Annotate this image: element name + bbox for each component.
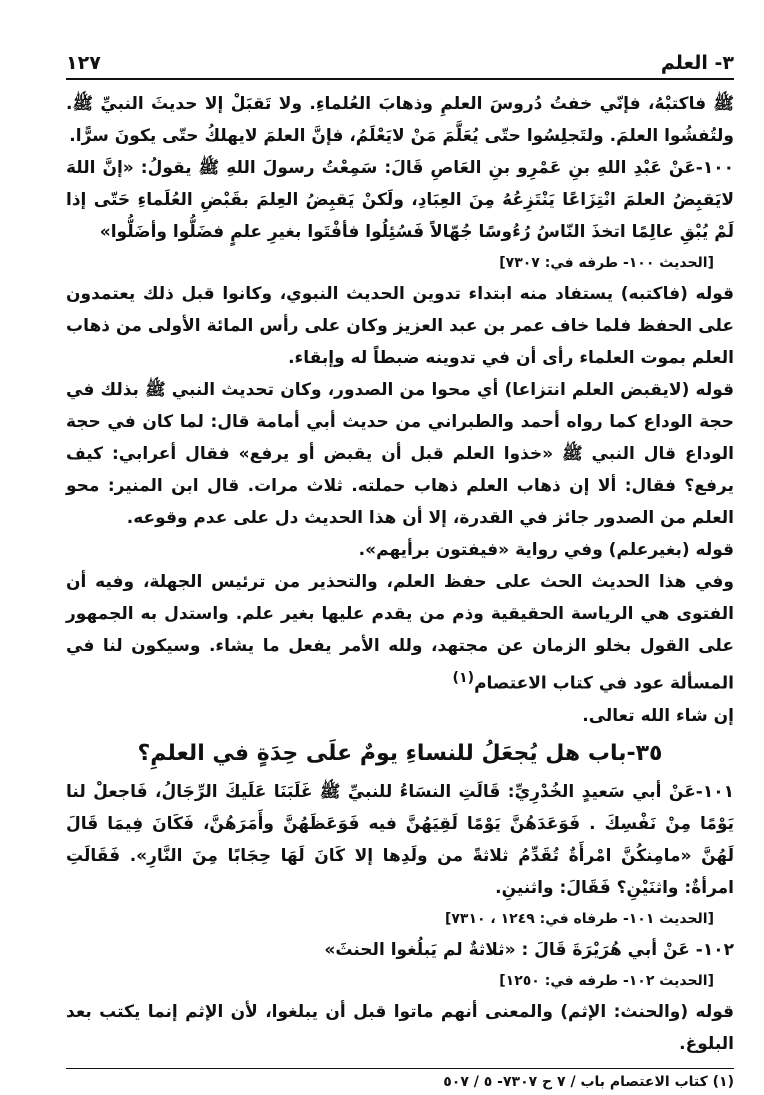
commentary-keyword: قوله: [695, 540, 734, 560]
commentary-text: (لايقبض العلم انتزاعا) أي محوا من الصدور، وكان تحديث النبي ﷺ بذلك في حجة الوداع كما رواه أحمد والطبراني من حديث أبي أمامة قال: لما كان في حجة الوداع قال النبي ﷺ «خذوا العلم قبل أن يقبض أو يرفع» فقال أعرابي: كيف يرفع؟ فقال: ألا إن ذهاب العلم ذهاب حملته. ثلاث مرات. قال ابن المنير: محو العلم من الصدور جائز في القدرة، إلا أن هذا الحديث دل على عدم وقوعه.: [66, 380, 734, 528]
commentary-text: (فاكتبه) يستفاد منه ابتداء تدوين الحديث النبوي، وكانوا قبل ذلك يعتمدون على الحفظ فلما خاف عمر بن عبد العزيز وكان على رأس المائة الأولى من ذهاب العلم بموت العلماء رأى أن في تدوينه ضبطاً له وإبقاء.: [66, 284, 734, 368]
header-rule: [66, 78, 734, 80]
commentary-4: [66, 566, 734, 700]
hadith-102-source: [الحديث ١٠٢- طرفه في: ١٢٥٠]: [499, 972, 714, 989]
commentary-keyword: قوله: [695, 1001, 734, 1022]
chapter-running-title: ٣- العلم: [660, 52, 734, 74]
commentary-text: (بغيرعلم) وفي رواية «فيفتون برأيهم».: [358, 540, 696, 560]
hadith-101-source: [الحديث ١٠١- طرفاه في: ١٢٤٩ ، ٧٣١٠]: [444, 910, 714, 927]
page-number: ١٢٧: [66, 52, 101, 74]
commentary-3: [66, 534, 734, 566]
commentary-2: [66, 374, 734, 534]
hadith-99-continuation: ﷺ فاكتبْهُ، فإنّي خفتُ دُروسَ العلمِ وذهابَ العُلماءِ. ولا تَقبَلْ إلا حديثَ النبيِّ ﷺ. ولتُفشُوا العلمَ. ولتَجلِسُوا حتّى يُعَلَّمَ مَنْ لايَعْلَمُ، فإنَّ العلمَ لايهلكُ حتّى يكونَ سرًّا.: [66, 94, 734, 146]
commentary-text: وفي هذا الحديث الحث على حفظ العلم، والتحذير من ترئيس الجهلة، وفيه أن الفتوى هي الرياسة الحقيقية وذم من يقدم عليها بغير علم. واستدل به الجمهور على القول بخلو الزمان عن مجتهد، ولله الأمر يفعل ما يشاء. وسيكون لنا في المسألة عود في كتاب الاعتصام: [66, 572, 734, 694]
footnote-ref: (١): [452, 670, 475, 686]
footnote: (١) كتاب الاعتصام باب / ٧ ح ٧٣٠٧- ٥ / ٥٠٧: [443, 1073, 734, 1090]
hadith-100-source: [الحديث ١٠٠- طرفه في: ٧٣٠٧]: [499, 255, 714, 271]
chapter-heading: ٣٥-باب هل يُجعَلُ للنساءِ يومٌ علَى حِدَةٍ في العلمِ؟: [137, 740, 663, 766]
commentary-text: (والحنث: الإثم) والمعنى أنهم ماتوا قبل أن يبلغوا، لأن الإثم إنما يكتب بعد البلوغ.: [66, 1001, 734, 1054]
commentary-keyword: قوله: [695, 284, 734, 304]
hadith-102: ١٠٢- عَنْ أبي هُرَيْرَةَ قَالَ : «ثلاثةٌ لم يَبلُغوا الحنثَ»: [324, 939, 734, 960]
commentary-5: [66, 996, 734, 1060]
commentary-1: [66, 278, 734, 374]
hadith-100: ١٠٠-عَنْ عَبْدِ اللهِ بنِ عَمْرِو بنِ العَاصِ قَالَ: سَمِعْتُ رسولَ اللهِ ﷺ يقولُ: «إنَّ اللهَ لايَقبِضُ العلمَ انْتِزَاعًا يَنْتَزِعُهُ مِنَ العِبَادِ، ولَكنْ يَقبِضُ العِلمَ بقَبْضِ العُلَماءِ حَتّى إذا لَمْ يُبْقِ عالِمًا اتخذَ النّاسُ رُءُوسًا جُهّالاً فَسُئِلُوا فأفْتَوا بغيرِ علمٍ فضَلُّوا وأضَلُّوا»: [66, 158, 734, 242]
page-header: [66, 40, 734, 74]
hadith-101: ١٠١-عَنْ أبي سَعيدٍ الخُدْرِيِّ: قَالَتِ النسَاءُ للنبيِّ ﷺ غَلَبَنَا عَلَيكَ الرِّجَالُ، فَاجعلْ لنا يَوْمًا مِنْ نَفْسِكَ . فَوَعَدَهُنَّ يَوْمًا لَقِيَهُنَّ فيه فَوَعَظَهُنَّ وأَمَرَهُنَّ، فَكَانَ فِيمَا قَالَ لَهُنَّ «مامِنكُنَّ امْرأَةٌ تُقَدِّمُ ثلاثةً من ولَدِها إلا كَانَ لَهَا حِجَابًا مِنَ النَّارِ». فَقَالَتِ امرأةٌ: واثنَيْنِ؟ فَقَالَ: واثنينِ.: [66, 781, 734, 898]
page: [66, 40, 734, 1095]
commentary-4-end: إن شاء الله تعالى.: [582, 705, 734, 726]
commentary-keyword: قوله: [695, 380, 734, 400]
